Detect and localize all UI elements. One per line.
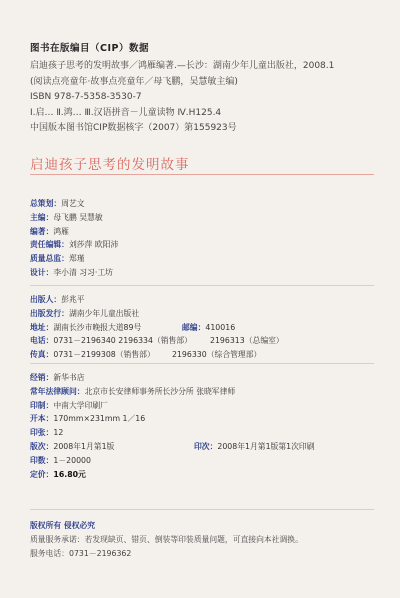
address-row xyxy=(30,321,380,335)
cip-line: ISBN 978-7-5358-3530-7 xyxy=(30,92,142,102)
field-value: 2008年1月第1版第1次印刷 xyxy=(217,441,315,451)
book-title: 启迪孩子思考的发明故事 xyxy=(30,157,190,173)
rights-block xyxy=(30,519,380,561)
print-row xyxy=(30,412,380,426)
field-value: 湖南长沙市晚报大道89号 xyxy=(53,322,142,332)
field-value: 2008年1月第1版 xyxy=(53,441,115,451)
field-label: 地址： xyxy=(30,322,54,332)
credit-value: 郑瑾 xyxy=(68,254,85,264)
print-row xyxy=(30,371,380,385)
cip-line: 启迪孩子思考的发明故事／鸿雁编著.—长沙：湖南少年儿童出版社，2008.1 xyxy=(30,61,335,71)
print-row xyxy=(30,399,380,413)
publisher-info xyxy=(30,293,380,362)
field-value: 中南大学印刷厂 xyxy=(53,400,108,410)
credit-label: 主编： xyxy=(30,212,54,222)
field-value: 1－20000 xyxy=(53,455,91,465)
credit-value: 李小清 习习·工坊 xyxy=(53,267,113,277)
credit-label: 责任编辑： xyxy=(30,240,69,250)
cip-line: (阅读点亮童年·故事点亮童年／母飞鹏，吴慧敏主编) xyxy=(30,76,238,87)
field-value: 12 xyxy=(53,428,64,438)
cip-line: Ⅰ.启… Ⅱ.鸿… Ⅲ.汉语拼音－儿童读物 Ⅳ.H125.4 xyxy=(30,107,222,118)
field-value: 0731－2196340 2196334（销售部） xyxy=(53,336,192,346)
field-value: 170mm×231mm 1／16 xyxy=(53,414,146,424)
section-divider xyxy=(30,363,374,364)
rights-notice: 版权所有 侵权必究 xyxy=(30,521,96,530)
section-divider xyxy=(30,285,374,286)
field-value: 湖南少年儿童出版社 xyxy=(68,308,140,318)
field-label: 出版人： xyxy=(30,295,62,304)
credit-value: 母飞鹏 吴慧敏 xyxy=(53,212,103,222)
print-row xyxy=(30,440,380,454)
credit-row xyxy=(30,252,380,266)
field-label: 印张： xyxy=(30,428,54,438)
credit-label: 总策划： xyxy=(30,199,62,208)
credit-row xyxy=(30,211,380,225)
field-label: 常年法律顾问： xyxy=(30,386,85,396)
field-label: 印数： xyxy=(30,455,54,465)
publisher-issuer-row xyxy=(30,307,380,321)
credit-row xyxy=(30,238,380,252)
credit-row xyxy=(30,225,380,239)
field-label: 印制： xyxy=(30,400,54,410)
credit-value: 刘莎萍 欧阳沛 xyxy=(68,240,119,250)
credit-value: 周艺文 xyxy=(61,199,85,208)
credit-label: 编著： xyxy=(30,226,54,236)
field-value: 0731－2199308（销售部） xyxy=(53,350,155,360)
editorial-credits xyxy=(30,197,380,280)
field-label: 印次： xyxy=(194,441,218,451)
field-value: 410016 xyxy=(205,322,236,332)
cip-line: 中国版本图书馆CIP数据核字（2007）第155923号 xyxy=(30,123,237,133)
credit-value: 鸿雁 xyxy=(53,226,69,236)
field-label: 电话： xyxy=(30,336,54,346)
title-rule xyxy=(30,174,374,175)
field-value: 2196313（总编室） xyxy=(210,336,284,346)
field-value: 2196330（综合管理部） xyxy=(172,350,262,360)
service-commitment: 质量服务承诺：若发现缺页、错页、倒装等印装质量问题，可直接向本社调换。 xyxy=(30,535,303,544)
cip-title: 图书在版编目（CIP）数据 xyxy=(30,43,149,54)
credit-row xyxy=(30,266,380,280)
field-label: 出版发行： xyxy=(30,308,69,318)
print-info xyxy=(30,371,380,481)
field-label: 经销： xyxy=(30,373,54,382)
field-label: 开本： xyxy=(30,414,54,424)
print-row xyxy=(30,454,380,468)
service-phone: 服务电话：0731－2196362 xyxy=(30,549,132,558)
credit-label: 质量总监： xyxy=(30,254,69,264)
publisher-person-row xyxy=(30,293,380,307)
price-value: 16.80元 xyxy=(53,469,86,479)
cip-block xyxy=(30,40,380,137)
field-value: 彭兆平 xyxy=(61,295,85,304)
print-row xyxy=(30,426,380,440)
fax-row xyxy=(30,348,380,362)
field-value: 北京市长安律师事务所长沙分所 张晓军律师 xyxy=(84,386,236,396)
price-row xyxy=(30,468,380,482)
section-divider xyxy=(30,509,374,510)
field-label: 版次： xyxy=(30,441,54,451)
field-label: 邮编： xyxy=(182,322,206,332)
print-row xyxy=(30,385,380,399)
field-label: 传真： xyxy=(30,350,54,360)
phone-row xyxy=(30,334,380,348)
credit-label: 设计： xyxy=(30,267,54,277)
credit-row xyxy=(30,197,380,211)
field-value: 新华书店 xyxy=(53,373,85,382)
field-label: 定价： xyxy=(30,469,54,479)
